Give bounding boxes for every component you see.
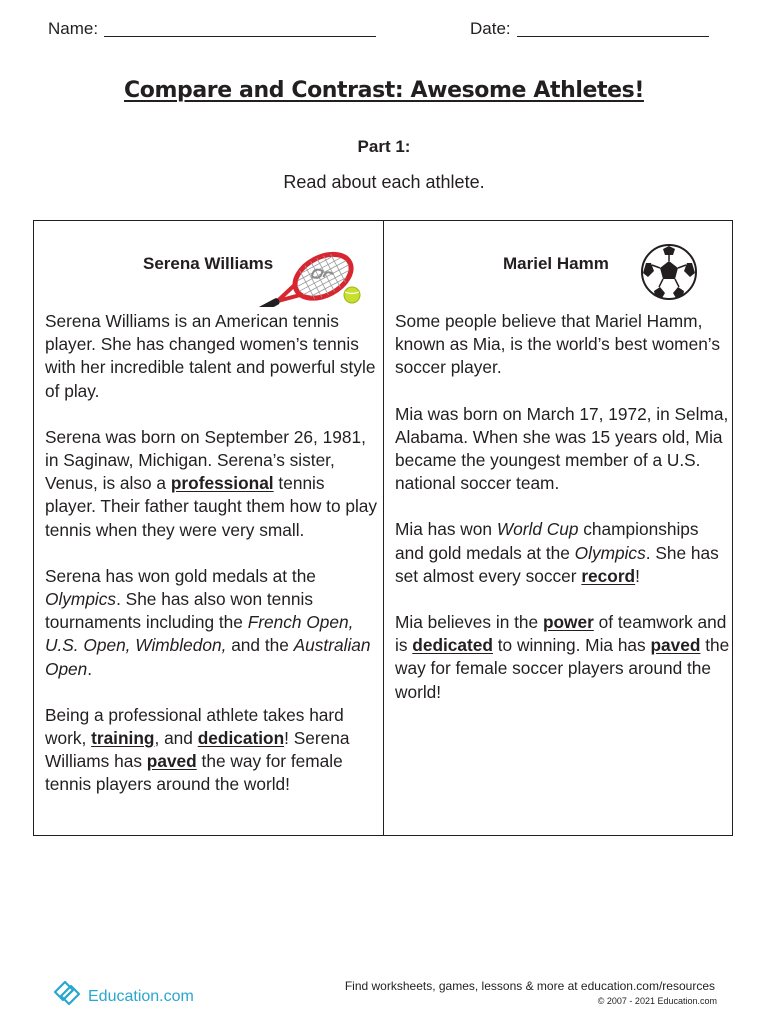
vocab-word: dedicated bbox=[412, 635, 493, 656]
serena-bio bbox=[45, 310, 380, 820]
vocab-word: paved bbox=[146, 751, 197, 772]
mariel-paragraph-4: Mia believes in the power of teamwork and is dedicated to winning. Mia has paved the way for female soccer players around the world! bbox=[395, 612, 730, 702]
part-label: Part 1: bbox=[357, 137, 411, 156]
name-blank-line[interactable] bbox=[104, 36, 376, 37]
tennis-racket-icon bbox=[232, 245, 364, 307]
mariel-column bbox=[385, 221, 734, 835]
date-label: Date: bbox=[470, 19, 511, 38]
serena-paragraph-2: Serena was born on September 26, 1981, in Saginaw, Michigan. Serena’s sister, Venus, is also a professional tennis player. Their father taught them how to play tennis when they were very small. bbox=[45, 426, 378, 540]
serena-column bbox=[34, 221, 384, 835]
vocab-word: training bbox=[91, 728, 155, 749]
name-label: Name: bbox=[48, 19, 99, 38]
vocab-word: dedication bbox=[197, 728, 285, 749]
soccer-ball-icon bbox=[640, 243, 698, 301]
mariel-paragraph-2: Mia was born on March 17, 1972, in Selma, Alabama. When she was 15 years old, Mia became the youngest member of a U.S. national soccer team. bbox=[395, 403, 729, 494]
vocab-word: record bbox=[581, 565, 636, 586]
comparison-table bbox=[33, 220, 733, 836]
date-field[interactable] bbox=[470, 19, 709, 39]
footer-copyright: © 2007 - 2021 Education.com bbox=[597, 996, 717, 1006]
serena-paragraph-1: Serena Williams is an American tennis player. She has changed women’s tennis with her incredible talent and powerful style of play. bbox=[45, 311, 376, 401]
instruction-text: Read about each athlete. bbox=[283, 172, 485, 192]
worksheet-title: Compare and Contrast: Awesome Athletes! bbox=[124, 78, 644, 103]
logo-text: Education.com bbox=[88, 988, 194, 1005]
vocab-word: paved bbox=[650, 635, 701, 656]
serena-paragraph-3: Serena has won gold medals at the Olympics. She has also won tennis tournaments including the French Open, U.S. Open, Wimbledon, and the Australian Open. bbox=[45, 565, 371, 679]
education-logo-icon bbox=[51, 974, 85, 1008]
date-blank-line[interactable] bbox=[517, 36, 709, 37]
name-field[interactable] bbox=[48, 19, 376, 39]
footer-tagline[interactable]: Find worksheets, games, lessons & more at education.com/resources bbox=[344, 979, 715, 993]
athlete-name-mariel: Mariel Hamm bbox=[503, 254, 609, 273]
vocab-word: power bbox=[542, 612, 594, 633]
mariel-paragraph-1: Some people believe that Mariel Hamm, known as Mia, is the world’s best women’s soccer player. bbox=[395, 311, 720, 378]
serena-paragraph-4: Being a professional athlete takes hard work, training, and dedication! Serena Williams has paved the way for female tennis players around the world! bbox=[45, 704, 350, 795]
mariel-paragraph-3: Mia has won World Cup championships and gold medals at the Olympics. She has set almost every soccer record! bbox=[395, 519, 719, 586]
mariel-bio bbox=[395, 310, 730, 727]
athlete-name-serena: Serena Williams bbox=[143, 254, 274, 273]
vocab-word: professional bbox=[170, 473, 274, 494]
